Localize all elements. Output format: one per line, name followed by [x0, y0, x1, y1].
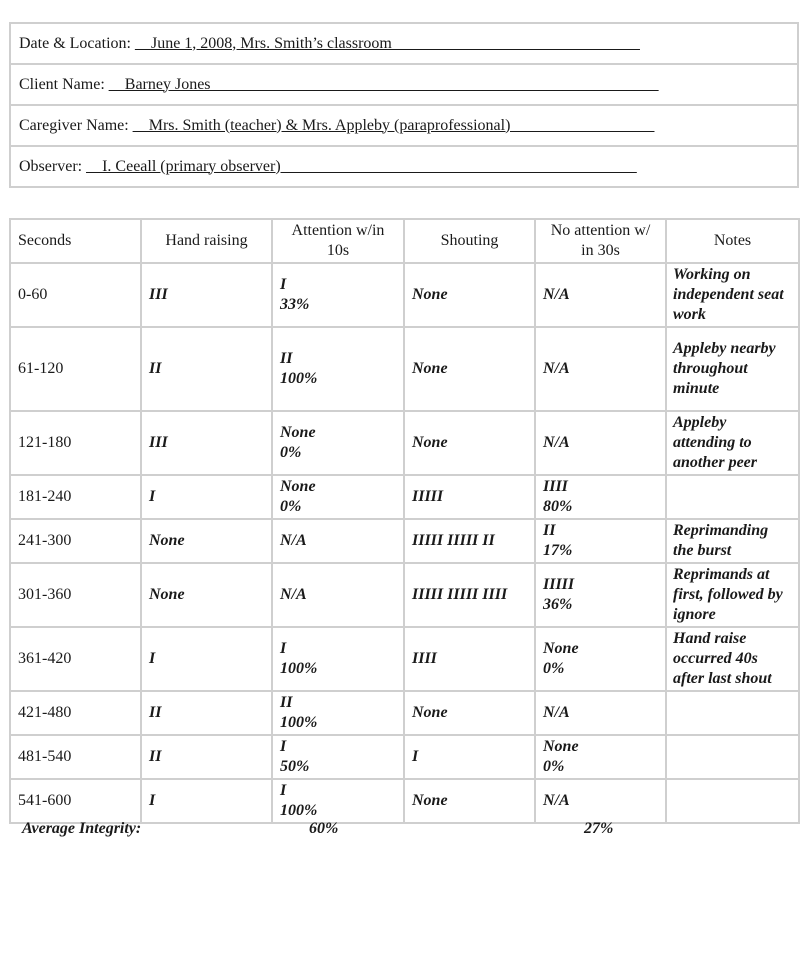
no-attention-cell	[535, 411, 666, 475]
table-row	[10, 475, 799, 519]
no-attention-cell-line: None	[543, 738, 579, 755]
shouting-cell: None	[404, 779, 535, 823]
attention-average: 60%	[309, 820, 339, 837]
table-row	[10, 627, 799, 691]
no-attention-cell	[535, 475, 666, 519]
attention-cell-line: I	[280, 640, 287, 657]
attention-cell-line: II	[280, 350, 293, 367]
shouting-cell: None	[404, 691, 535, 735]
no-attention-cell	[535, 263, 666, 327]
observer-label: Observer:	[19, 157, 83, 175]
attention-cell-line: 33%	[280, 296, 310, 313]
shouting-cell: I	[404, 735, 535, 779]
notes-cell: Reprimanding the burst	[666, 519, 799, 563]
attention-cell-line: None	[280, 478, 316, 495]
shouting-cell: None	[404, 411, 535, 475]
no-attention-cell-line: None	[543, 640, 579, 657]
no-attention-cell-line: IIII	[543, 478, 568, 495]
no-attention-cell	[535, 735, 666, 779]
no-attention-cell-line: II	[543, 522, 556, 539]
hand-raising-cell: I	[141, 627, 272, 691]
attention-cell-line: 0%	[280, 498, 302, 515]
no-attention-average: 27%	[584, 820, 614, 837]
date-location-row	[10, 23, 798, 64]
client-name-label: Client Name:	[19, 75, 105, 93]
seconds-cell: 481-540	[10, 735, 141, 779]
table-row	[10, 263, 799, 327]
attention-cell	[272, 779, 404, 823]
hand-raising-cell: I	[141, 475, 272, 519]
attention-cell-line: 100%	[280, 660, 318, 677]
notes-cell: Working on independent seat work	[666, 263, 799, 327]
no-attention-cell	[535, 327, 666, 411]
attention-cell-line: I	[280, 782, 287, 799]
shouting-cell: None	[404, 327, 535, 411]
attention-cell-line: 100%	[280, 802, 318, 819]
table-row	[10, 519, 799, 563]
no-attention-cell-line: N/A	[543, 434, 570, 451]
attention-cell-line: 50%	[280, 758, 310, 775]
seconds-cell: 241-300	[10, 519, 141, 563]
caregiver-name-label: Caregiver Name:	[19, 116, 129, 134]
table-row	[10, 563, 799, 627]
seconds-cell: 301-360	[10, 563, 141, 627]
no-attention-cell-line: IIIII	[543, 576, 575, 593]
shouting-cell: IIIII IIIII II	[404, 519, 535, 563]
attention-cell-line: I	[280, 738, 287, 755]
seconds-cell: 181-240	[10, 475, 141, 519]
attention-cell	[272, 475, 404, 519]
notes-cell	[666, 475, 799, 519]
attention-cell	[272, 627, 404, 691]
attention-cell-line: I	[280, 276, 287, 293]
date-location-value: __June 1, 2008, Mrs. Smith’s classroom_______________________________	[134, 34, 640, 52]
table-row	[10, 327, 799, 411]
caregiver-name-value: __Mrs. Smith (teacher) & Mrs. Appleby (paraprofessional)__________________	[132, 116, 655, 134]
hand-raising-cell: III	[141, 411, 272, 475]
hand-raising-cell: None	[141, 563, 272, 627]
hand-raising-cell: III	[141, 263, 272, 327]
date-location-label: Date & Location:	[19, 34, 131, 52]
hand-raising-cell: I	[141, 779, 272, 823]
shouting-cell: None	[404, 263, 535, 327]
no-attention-cell-line: 36%	[543, 596, 573, 613]
attention-cell	[272, 563, 404, 627]
seconds-cell: 541-600	[10, 779, 141, 823]
no-attention-cell-line: 80%	[543, 498, 573, 515]
no-attention-cell-line: N/A	[543, 286, 570, 303]
no-attention-cell-line: 0%	[543, 758, 565, 775]
column-header-no-attention: No attention w/ in 30s	[535, 219, 666, 263]
hand-raising-cell: II	[141, 691, 272, 735]
attention-cell	[272, 691, 404, 735]
seconds-cell: 0-60	[10, 263, 141, 327]
notes-cell	[666, 691, 799, 735]
attention-cell-line: None	[280, 424, 316, 441]
no-attention-cell-line: 0%	[543, 660, 565, 677]
no-attention-cell	[535, 563, 666, 627]
notes-cell: Hand raise occurred 40s after last shout	[666, 627, 799, 691]
no-attention-cell-line: 17%	[543, 542, 573, 559]
average-integrity-label: Average Integrity:	[22, 820, 142, 837]
observer-value: __I. Ceeall (primary observer) ____________________________________________	[86, 157, 637, 175]
no-attention-cell	[535, 519, 666, 563]
table-row	[10, 691, 799, 735]
shouting-cell: IIIII IIIII IIII	[404, 563, 535, 627]
table-row	[10, 779, 799, 823]
notes-cell	[666, 735, 799, 779]
seconds-cell: 121-180	[10, 411, 141, 475]
notes-cell: Appleby attending to another peer	[666, 411, 799, 475]
hand-raising-cell: II	[141, 735, 272, 779]
column-header-hand-raising: Hand raising	[141, 219, 272, 263]
average-integrity-row	[22, 820, 802, 842]
attention-cell	[272, 519, 404, 563]
no-attention-cell	[535, 779, 666, 823]
notes-cell: Appleby nearby throughout minute	[666, 327, 799, 411]
attention-cell-line: 0%	[280, 444, 302, 461]
attention-cell	[272, 327, 404, 411]
no-attention-cell-line: N/A	[543, 792, 570, 809]
table-row	[10, 411, 799, 475]
attention-cell	[272, 411, 404, 475]
notes-cell: Reprimands at first, followed by ignore	[666, 563, 799, 627]
attention-cell-line: 100%	[280, 370, 318, 387]
attention-cell	[272, 735, 404, 779]
observer-row	[10, 146, 798, 187]
hand-raising-cell: None	[141, 519, 272, 563]
column-header-seconds: Seconds	[10, 219, 141, 263]
shouting-cell: IIIII	[404, 475, 535, 519]
client-name-value: __Barney Jones________________________________________________________	[108, 75, 659, 93]
hand-raising-cell: II	[141, 327, 272, 411]
header-info-table	[9, 22, 799, 188]
no-attention-cell	[535, 691, 666, 735]
no-attention-cell-line: N/A	[543, 360, 570, 377]
attention-cell-line: II	[280, 694, 293, 711]
column-header-shouting: Shouting	[404, 219, 535, 263]
attention-cell-line: N/A	[280, 532, 307, 549]
observation-table	[9, 218, 800, 824]
caregiver-name-row	[10, 105, 798, 146]
attention-cell-line: 100%	[280, 714, 318, 731]
table-row	[10, 735, 799, 779]
seconds-cell: 421-480	[10, 691, 141, 735]
no-attention-cell	[535, 627, 666, 691]
attention-cell	[272, 263, 404, 327]
client-name-row	[10, 64, 798, 105]
notes-cell	[666, 779, 799, 823]
attention-cell-line: N/A	[280, 586, 307, 603]
column-header-notes: Notes	[666, 219, 799, 263]
shouting-cell: IIII	[404, 627, 535, 691]
no-attention-cell-line: N/A	[543, 704, 570, 721]
column-header-attention: Attention w/in 10s	[272, 219, 404, 263]
seconds-cell: 361-420	[10, 627, 141, 691]
seconds-cell: 61-120	[10, 327, 141, 411]
